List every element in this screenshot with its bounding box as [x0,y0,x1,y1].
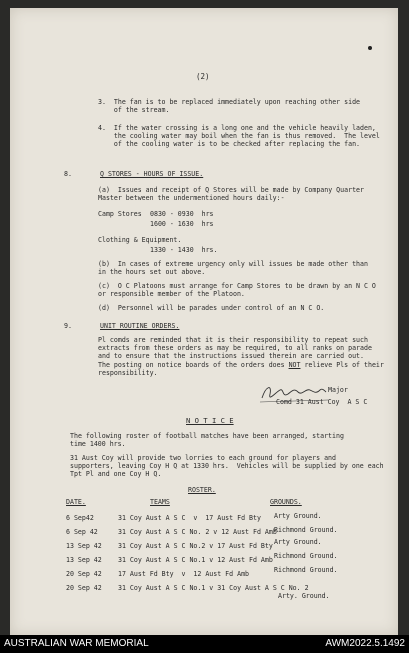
section-9-body-part2: relieve Pls of their responsibility. [98,360,384,377]
column-teams: TEAMS [150,498,170,506]
section-8-b: (b) In cases of extreme urgency only will issues be made other than in the hours set out above. [98,260,368,277]
roster-row-ground: Richmond Ground. [274,552,338,560]
section-8-d: (d) Personnel will be parades under control of an N C O. [98,304,325,312]
item-4: 4. If the water crossing is a long one and the vehicle heavily laden, the cooling water may boil when the fan is thus removed. The level of the cooling water is to be checked after replacing the fan. [98,124,380,149]
roster-row-date: 6 Sep 42 [66,528,98,536]
camp-stores-label: Camp Stores [98,210,142,218]
roster-row-teams: 31 Coy Aust A S C v 17 Aust Fd Bty [118,514,261,522]
column-date: DATE. [66,498,86,506]
roster-row-date: 13 Sep 42 [66,542,102,550]
column-grounds: GROUNDS. [270,498,302,506]
signature-title: Comd 31 Aust Coy A S C [276,398,368,406]
roster-row-teams: 31 Coy Aust A S C No. 2 v 12 Aust Fd Amb [118,528,277,536]
roster-row-date: 6 Sep42 [66,514,94,522]
signature-rank: Major [328,386,348,394]
roster-row-teams: 31 Coy Aust A S C No.1 v 31 Coy Aust A S C No. 2 [118,584,309,592]
section-9-heading: UNIT ROUTINE ORDERS. [100,322,180,330]
footer-institution: AUSTRALIAN WAR MEMORIAL [4,638,149,649]
roster-row-ground: Arty. Ground. [278,592,330,600]
document-page [10,8,398,635]
roster-heading: ROSTER. [188,486,216,494]
section-8-number: 8. [64,170,72,178]
clothing-hours: 1330 - 1430 hrs. [150,246,218,254]
roster-row-teams: 31 Coy Aust A S C No.2 v 17 Aust Fd Bty [118,542,273,550]
notice-paragraph-2: 31 Aust Coy will provide two lorries to each ground for players and supporters, leaving Coy H Q at 1330 hrs. Vehicles will be supplied by one each Tpt Pl and one Coy H Q. [70,454,384,479]
page-number: (2) [196,72,210,81]
camp-stores-hours-2: 1600 - 1630 hrs [150,220,214,228]
item-3: 3. The fan is to be replaced immediately upon reaching other side of the stream. [98,98,361,115]
archive-footer [0,635,409,653]
notice-heading: N O T I C E [186,416,234,425]
roster-row-ground: Richmond Ground. [274,526,338,534]
roster-row-ground: Arty Ground. [274,512,322,520]
section-9-body [98,336,384,377]
footer-accession-number: AWM2022.5.1492 [325,638,405,649]
notice-paragraph-1: The following roster of football matches have been arranged, starting time 1400 hrs. [70,432,344,449]
clothing-label: Clothing & Equipment. [98,236,182,244]
ink-dot [368,46,372,50]
roster-row-date: 20 Sep 42 [66,570,102,578]
section-8-c: (c) O C Platoons must arrange for Camp Stores to be drawn by an N C O or responsible member of the Platoon. [98,282,376,299]
roster-row-teams: 31 Coy Aust A S C No.1 v 12 Aust Fd Amb [118,556,273,564]
roster-row-date: 13 Sep 42 [66,556,102,564]
roster-row-ground: Richmond Ground. [274,566,338,574]
roster-row-teams: 17 Aust Fd Bty v 12 Aust Fd Amb [118,570,250,578]
section-9-body-part1: Pl comds are reminded that it is their responsibility to repeat such extracts from these orders as may be required, to all ranks on parade and to ensure that the instructions issued therein are carried out. The posting on notice boards of the orders does [98,336,372,369]
section-9-number: 9. [64,322,72,330]
roster-row-date: 20 Sep 42 [66,584,102,592]
section-8-a: (a) Issues and receipt of Q Stores will be made by Company Quarter Master between the undermentioned hours daily:- [98,186,364,203]
camp-stores-hours-1: 0830 - 0930 hrs [150,210,214,218]
section-8-heading: Q STORES - HOURS OF ISSUE. [100,170,204,178]
section-9-not: NOT [288,360,301,369]
roster-row-ground: Arty Ground. [274,538,322,546]
